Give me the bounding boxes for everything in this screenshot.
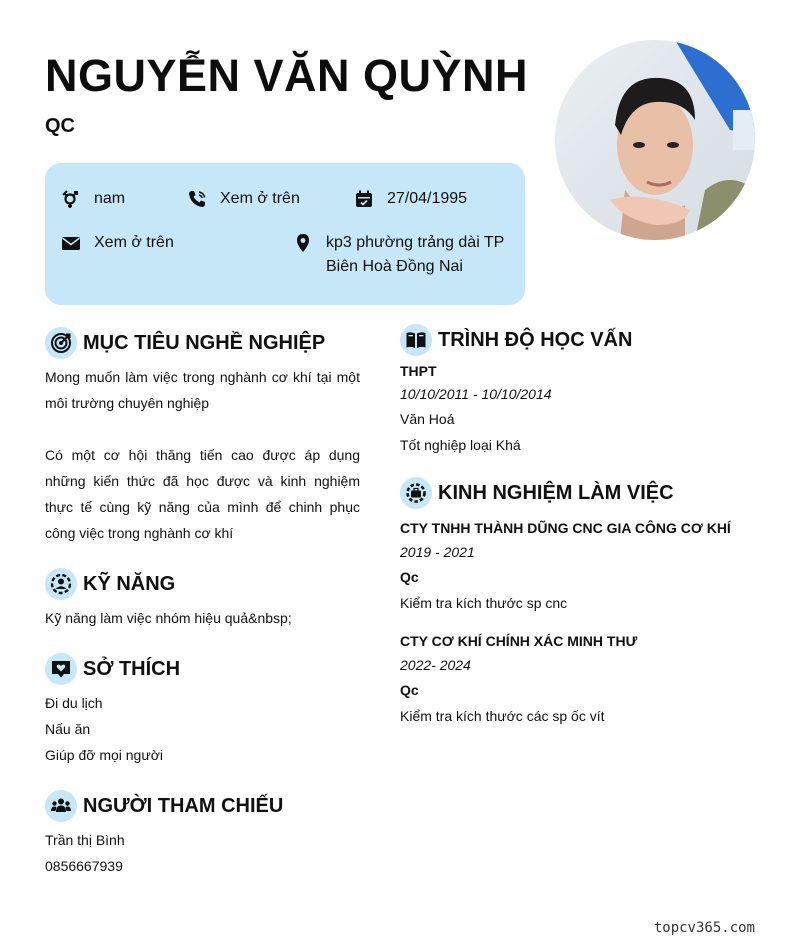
gender-info [60, 187, 125, 211]
birthday-value: 27/04/1995 [387, 190, 468, 207]
hobby-item: Nấu ăn [45, 721, 91, 737]
gender-value: nam [94, 190, 126, 207]
user-gear-icon [45, 568, 77, 600]
address-line-1: kp3 phường trảng dài TP [326, 234, 505, 251]
hobbies-title: SỞ THÍCH [83, 657, 181, 680]
heart-message-icon [45, 653, 77, 685]
skills-heading [45, 568, 175, 600]
hobby-item: Giúp đỡ mọi người [45, 747, 164, 763]
skills-title: KỸ NĂNG [83, 572, 176, 595]
email-info [60, 231, 174, 255]
phone-icon [186, 188, 208, 210]
reference-phone: 0856667939 [45, 858, 123, 874]
objective-paragraph-2: Có một cơ hội thăng tiến cao được áp dụng những kiến thức đã học được và kinh nghiệm thực tế cùng kỹ năng của mình để chinh phục công việc trong nghành cơ khí [45, 447, 360, 541]
birthday-info [353, 187, 467, 211]
objective-heading [45, 327, 325, 359]
email-value: Xem ở trên [94, 234, 174, 251]
education-period: 10/10/2011 - 10/10/2014 [400, 386, 552, 402]
address-line-2: Biên Hoà Đồng Nai [326, 258, 463, 275]
briefcase-gear-icon [400, 477, 432, 509]
job-description: Kiểm tra kích thước các sp ốc vít [400, 708, 605, 724]
objective-title: MỤC TIÊU NGHỀ NGHIỆP [83, 331, 326, 354]
hobbies-heading [45, 653, 180, 685]
job-description: Kiểm tra kích thước sp cnc [400, 595, 568, 611]
address-info [292, 231, 512, 279]
education-school: THPT [400, 363, 437, 379]
users-icon [45, 790, 77, 822]
experience-title: KINH NGHIỆM LÀM VIỆC [438, 481, 674, 504]
job-period: 2019 - 2021 [400, 544, 475, 560]
location-pin-icon [292, 232, 314, 254]
reference-name: Trần thị Bình [45, 832, 125, 848]
phone-value: Xem ở trên [220, 190, 300, 207]
education-major: Văn Hoá [400, 411, 455, 427]
job-company: CTY CƠ KHÍ CHÍNH XÁC MINH THƯ [400, 633, 638, 649]
watermark: topcv365.com [653, 920, 755, 936]
education-heading [400, 324, 632, 356]
job-position: Qc [400, 682, 419, 698]
job-company: CTY TNHH THÀNH DŨNG CNC GIA CÔNG CƠ KHÍ [400, 520, 731, 536]
education-result: Tốt nghiệp loại Khá [400, 437, 521, 453]
avatar [555, 40, 755, 240]
experience-heading [400, 477, 674, 509]
envelope-icon [60, 232, 82, 254]
references-heading [45, 790, 283, 822]
gender-icon [60, 188, 82, 210]
candidate-name: NGUYỄN VĂN QUỲNH [45, 50, 529, 101]
job-period: 2022- 2024 [400, 657, 471, 673]
phone-info [186, 187, 300, 211]
job-position: Qc [400, 569, 419, 585]
references-title: NGƯỜI THAM CHIẾU [83, 794, 284, 817]
hobby-item: Đi du lịch [45, 695, 103, 711]
objective-paragraph-1: Mong muốn làm việc trong nghành cơ khí tại một môi trường chuyên nghiệp [45, 369, 360, 411]
skill-item: Kỹ năng làm việc nhóm hiệu quả&nbsp; [45, 610, 292, 626]
book-icon [400, 324, 432, 356]
job-title: QC [45, 115, 75, 137]
target-icon [45, 327, 77, 359]
calendar-icon [353, 188, 375, 210]
education-title: TRÌNH ĐỘ HỌC VẤN [438, 328, 633, 351]
